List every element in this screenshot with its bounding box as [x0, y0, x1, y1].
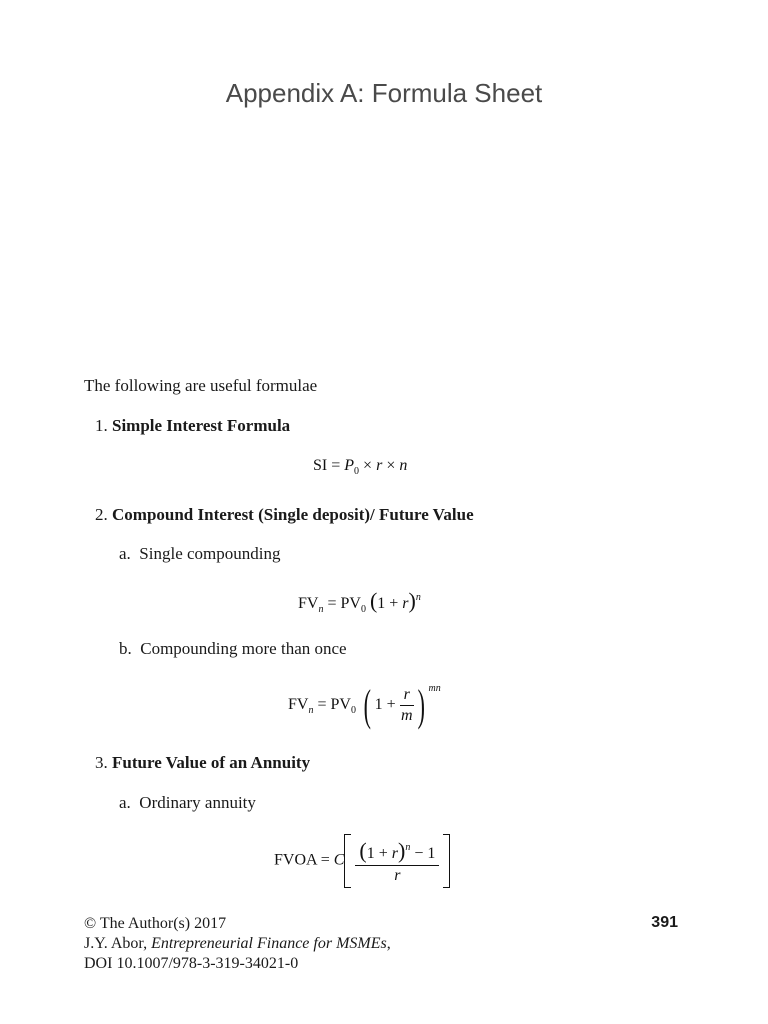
section-number: 1. [95, 416, 108, 435]
subsection-3a: a. Ordinary annuity [119, 793, 256, 812]
subsection-2a: a. Single compounding [119, 544, 281, 563]
book-title: Entrepreneurial Finance for MSMEs [151, 935, 387, 952]
intro-text: The following are useful formulae [84, 376, 318, 395]
subsection-2b: b. Compounding more than once [119, 639, 347, 658]
section-title: Future Value of an Annuity [112, 753, 311, 772]
page-number: 391 [651, 914, 678, 931]
section-3-heading [95, 753, 310, 773]
section-title: Simple Interest Formula [112, 416, 291, 435]
page-title: Appendix A: Formula Sheet [225, 78, 543, 108]
section-number: 2. [95, 505, 108, 524]
author-line: J.Y. Abor, Entrepreneurial Finance for MSMEs, [84, 935, 391, 952]
fv-single-formula: $FV_n = PV_0$ $(1 + r)^n$ [298, 588, 421, 615]
section-1-heading [95, 416, 290, 436]
section-2-heading [95, 505, 474, 525]
fv-multi-formula: $FV_n = PV_0$ ( 1 + $\frac{r}{m}$ ) $^{mn}$ [288, 681, 441, 730]
fvoa-formula: FVOA = C $\frac{(1 + r)^n - 1}{r}$ [274, 834, 450, 888]
simple-interest-formula: SI = $P_0 \times r \times n$ [313, 457, 408, 477]
section-title: Compound Interest (Single deposit)/ Future Value [112, 505, 474, 524]
footer-citation [84, 914, 391, 974]
copyright-line: © The Author(s) 2017 [84, 915, 227, 932]
section-number: 3. [95, 753, 108, 772]
doi-line: DOI 10.1007/978-3-319-34021-0 [84, 955, 299, 972]
